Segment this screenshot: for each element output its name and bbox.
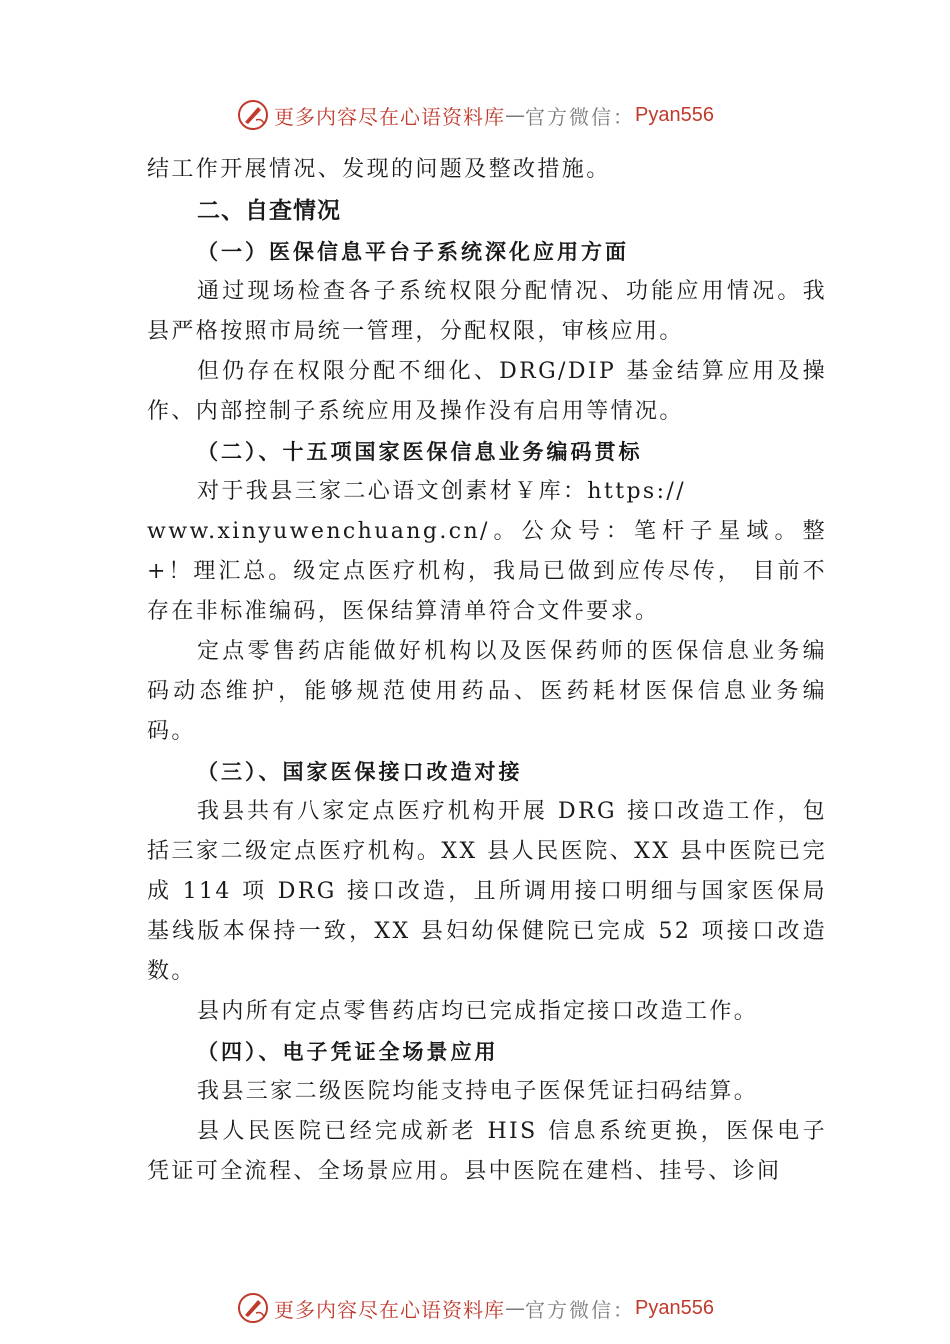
watermark-separator: — (505, 1296, 526, 1320)
document-body (147, 150, 827, 1192)
subsection-title-1: （一）医保信息平台子系统深化应用方面 (197, 239, 629, 264)
watermark-red-text: 更多内容尽在心语资料库 (274, 104, 506, 129)
subsection-title-3: （三）、国家医保接口改造对接 (197, 759, 523, 784)
paragraph: 但仍存在权限分配不细化、DRG/DIP 基金结算应用及操作、内部控制子系统应用及操作没有启用等情况。 (147, 359, 827, 424)
section-title: 二、自查情况 (197, 198, 341, 224)
paragraph-part-a: 对于我县三家二心语文创素材￥库：https:// (197, 479, 687, 504)
watermark-wechat-id: Pyan556 (635, 103, 714, 126)
subsection-title-2: （二）、十五项国家医保信息业务编码贯标 (197, 439, 643, 464)
paragraph: 通过现场检查各子系统权限分配情况、功能应用情况。我县严格按照市局统一管理，分配权限，审核应用。 (147, 279, 827, 344)
paragraph: 我县三家二级医院均能支持电子医保凭证扫码结算。 (197, 1079, 759, 1104)
watermark-banner-top (0, 95, 950, 135)
paragraph: 定点零售药店能做好机构以及医保药师的医保信息业务编码动态维护，能够规范使用药品、医药耗材医保信息业务编码。 (147, 639, 827, 744)
paragraph: 县内所有定点零售药店均已完成指定接口改造工作。 (197, 999, 759, 1024)
paragraph-continuation: 结工作开展情况、发现的问题及整改措施。 (147, 157, 611, 182)
pen-logo-icon (236, 98, 270, 132)
watermark-gray-text: 官方微信： (525, 104, 636, 129)
pen-logo-icon (236, 1291, 270, 1325)
watermark-wechat-id: Pyan556 (635, 1296, 714, 1319)
watermark-banner-bottom (0, 1288, 950, 1328)
subsection-title-4: （四）、电子凭证全场景应用 (197, 1039, 499, 1064)
watermark-separator: — (505, 103, 526, 127)
watermark-red-text: 更多内容尽在心语资料库 (274, 1297, 506, 1322)
watermark-gray-text: 官方微信： (525, 1297, 636, 1322)
paragraph: 县人民医院已经完成新老 HIS 信息系统更换，医保电子凭证可全流程、全场景应用。县中医院在建档、挂号、诊间 (147, 1119, 827, 1184)
paragraph (147, 472, 827, 632)
paragraph: 我县共有八家定点医疗机构开展 DRG 接口改造工作，包括三家二级定点医疗机构。XX 县人民医院、XX 县中医院已完成 114 项 DRG 接口改造，且所调用接口明细与国家医保局基线版本保持一致，XX 县妇幼保健院已完成 52 项接口改造数。 (147, 799, 827, 984)
paragraph-part-b: www.xinyuwenchuang.cn/。公众号：笔杆子星域。整+！理汇总。级定点医疗机构，我局已做到应传尽传， 目前不存在非标准编码，医保结算清单符合文件要求。 (147, 519, 827, 624)
